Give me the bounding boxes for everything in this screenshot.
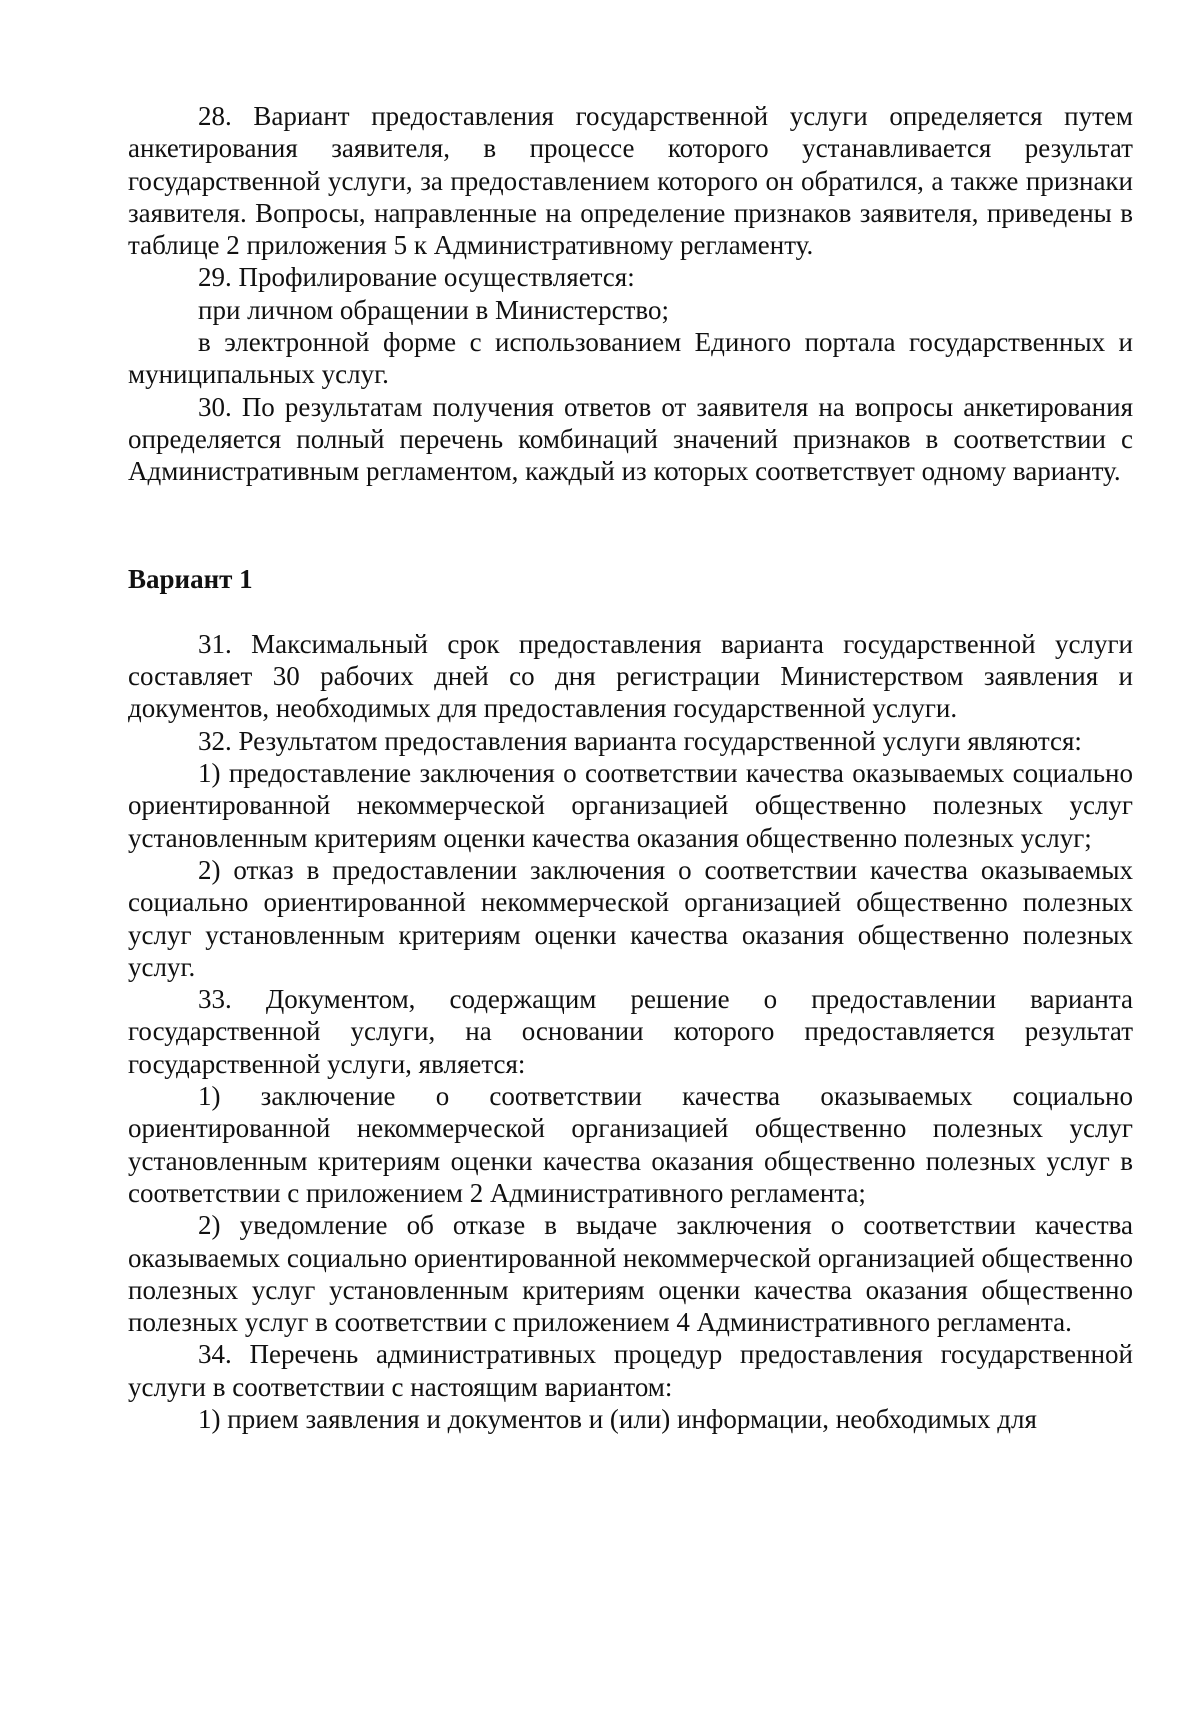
paragraph-32-item-1: 1) предоставление заключения о соответствии качества оказываемых социально ориентированной некоммерческой организацией общественно полезных услуг установленным критериям оценки качества оказания общественно полезных услуг; xyxy=(128,758,1133,853)
paragraph-33: 33. Документом, содержащим решение о предоставлении варианта государственной услуги, на основании которого предоставляется результат государственной услуги, является: xyxy=(128,984,1133,1079)
spacer xyxy=(128,488,1133,563)
paragraph-30: 30. По результатам получения ответов от заявителя на вопросы анкетирования определяется полный перечень комбинаций значений признаков в соответствии с Административным регламентом, каждый из которых соответствует одному варианту. xyxy=(128,391,1133,487)
paragraph-32: 32. Результатом предоставления варианта государственной услуги являются: xyxy=(198,725,1082,756)
paragraph-33-item-1: 1) заключение о соответствии качества оказываемых социально ориентированной некоммерческой организацией общественно полезных услуг установленным критериям оценки качества оказания общественно полезных услуг в соответствии с приложением 2 Административного регламента; xyxy=(128,1081,1133,1208)
section-heading: Вариант 1 xyxy=(128,563,253,594)
paragraph-31: 31. Максимальный срок предоставления варианта государственной услуги составляет 30 рабочих дней со дня регистрации Министерством заявления и документов, необходимых для предоставления государственной услуги. xyxy=(128,628,1133,724)
paragraph-33-item-2: 2) уведомление об отказе в выдаче заключения о соответствии качества оказываемых социально ориентированной некоммерческой организацией общественно полезных услуг установленным критериям оценки качества оказания общественно полезных услуг в соответствии с приложением 4 Административного регламента. xyxy=(128,1210,1133,1338)
paragraph-34: 34. Перечень административных процедур предоставления государственной услуги в соответствии с настоящим вариантом: xyxy=(128,1339,1133,1402)
paragraph-34-item-1: 1) прием заявления и документов и (или) информации, необходимых для xyxy=(198,1403,1037,1434)
paragraph-29: 29. Профилирование осуществляется: xyxy=(198,262,635,293)
spacer xyxy=(128,595,1133,628)
paragraph-28: 28. Вариант предоставления государственной услуги определяется путем анкетирования заявителя, в процессе которого устанавливается результат государственной услуги, за предоставлением которого он обратился, а также признаки заявителя. Вопросы, направленные на определение признаков заявителя, приведены в таблице 2 приложения 5 к Административному регламенту. xyxy=(128,101,1133,261)
document-body xyxy=(128,100,1133,1435)
paragraph-29-item-2: в электронной форме с использованием Единого портала государственных и муниципальных услуг. xyxy=(128,327,1133,390)
paragraph-32-item-2: 2) отказ в предоставлении заключения о соответствии качества оказываемых социально ориентированной некоммерческой организацией общественно полезных услуг установленным критериям оценки качества оказания общественно полезных услуг. xyxy=(128,854,1133,982)
paragraph-29-item-1: при личном обращении в Министерство; xyxy=(198,294,669,325)
